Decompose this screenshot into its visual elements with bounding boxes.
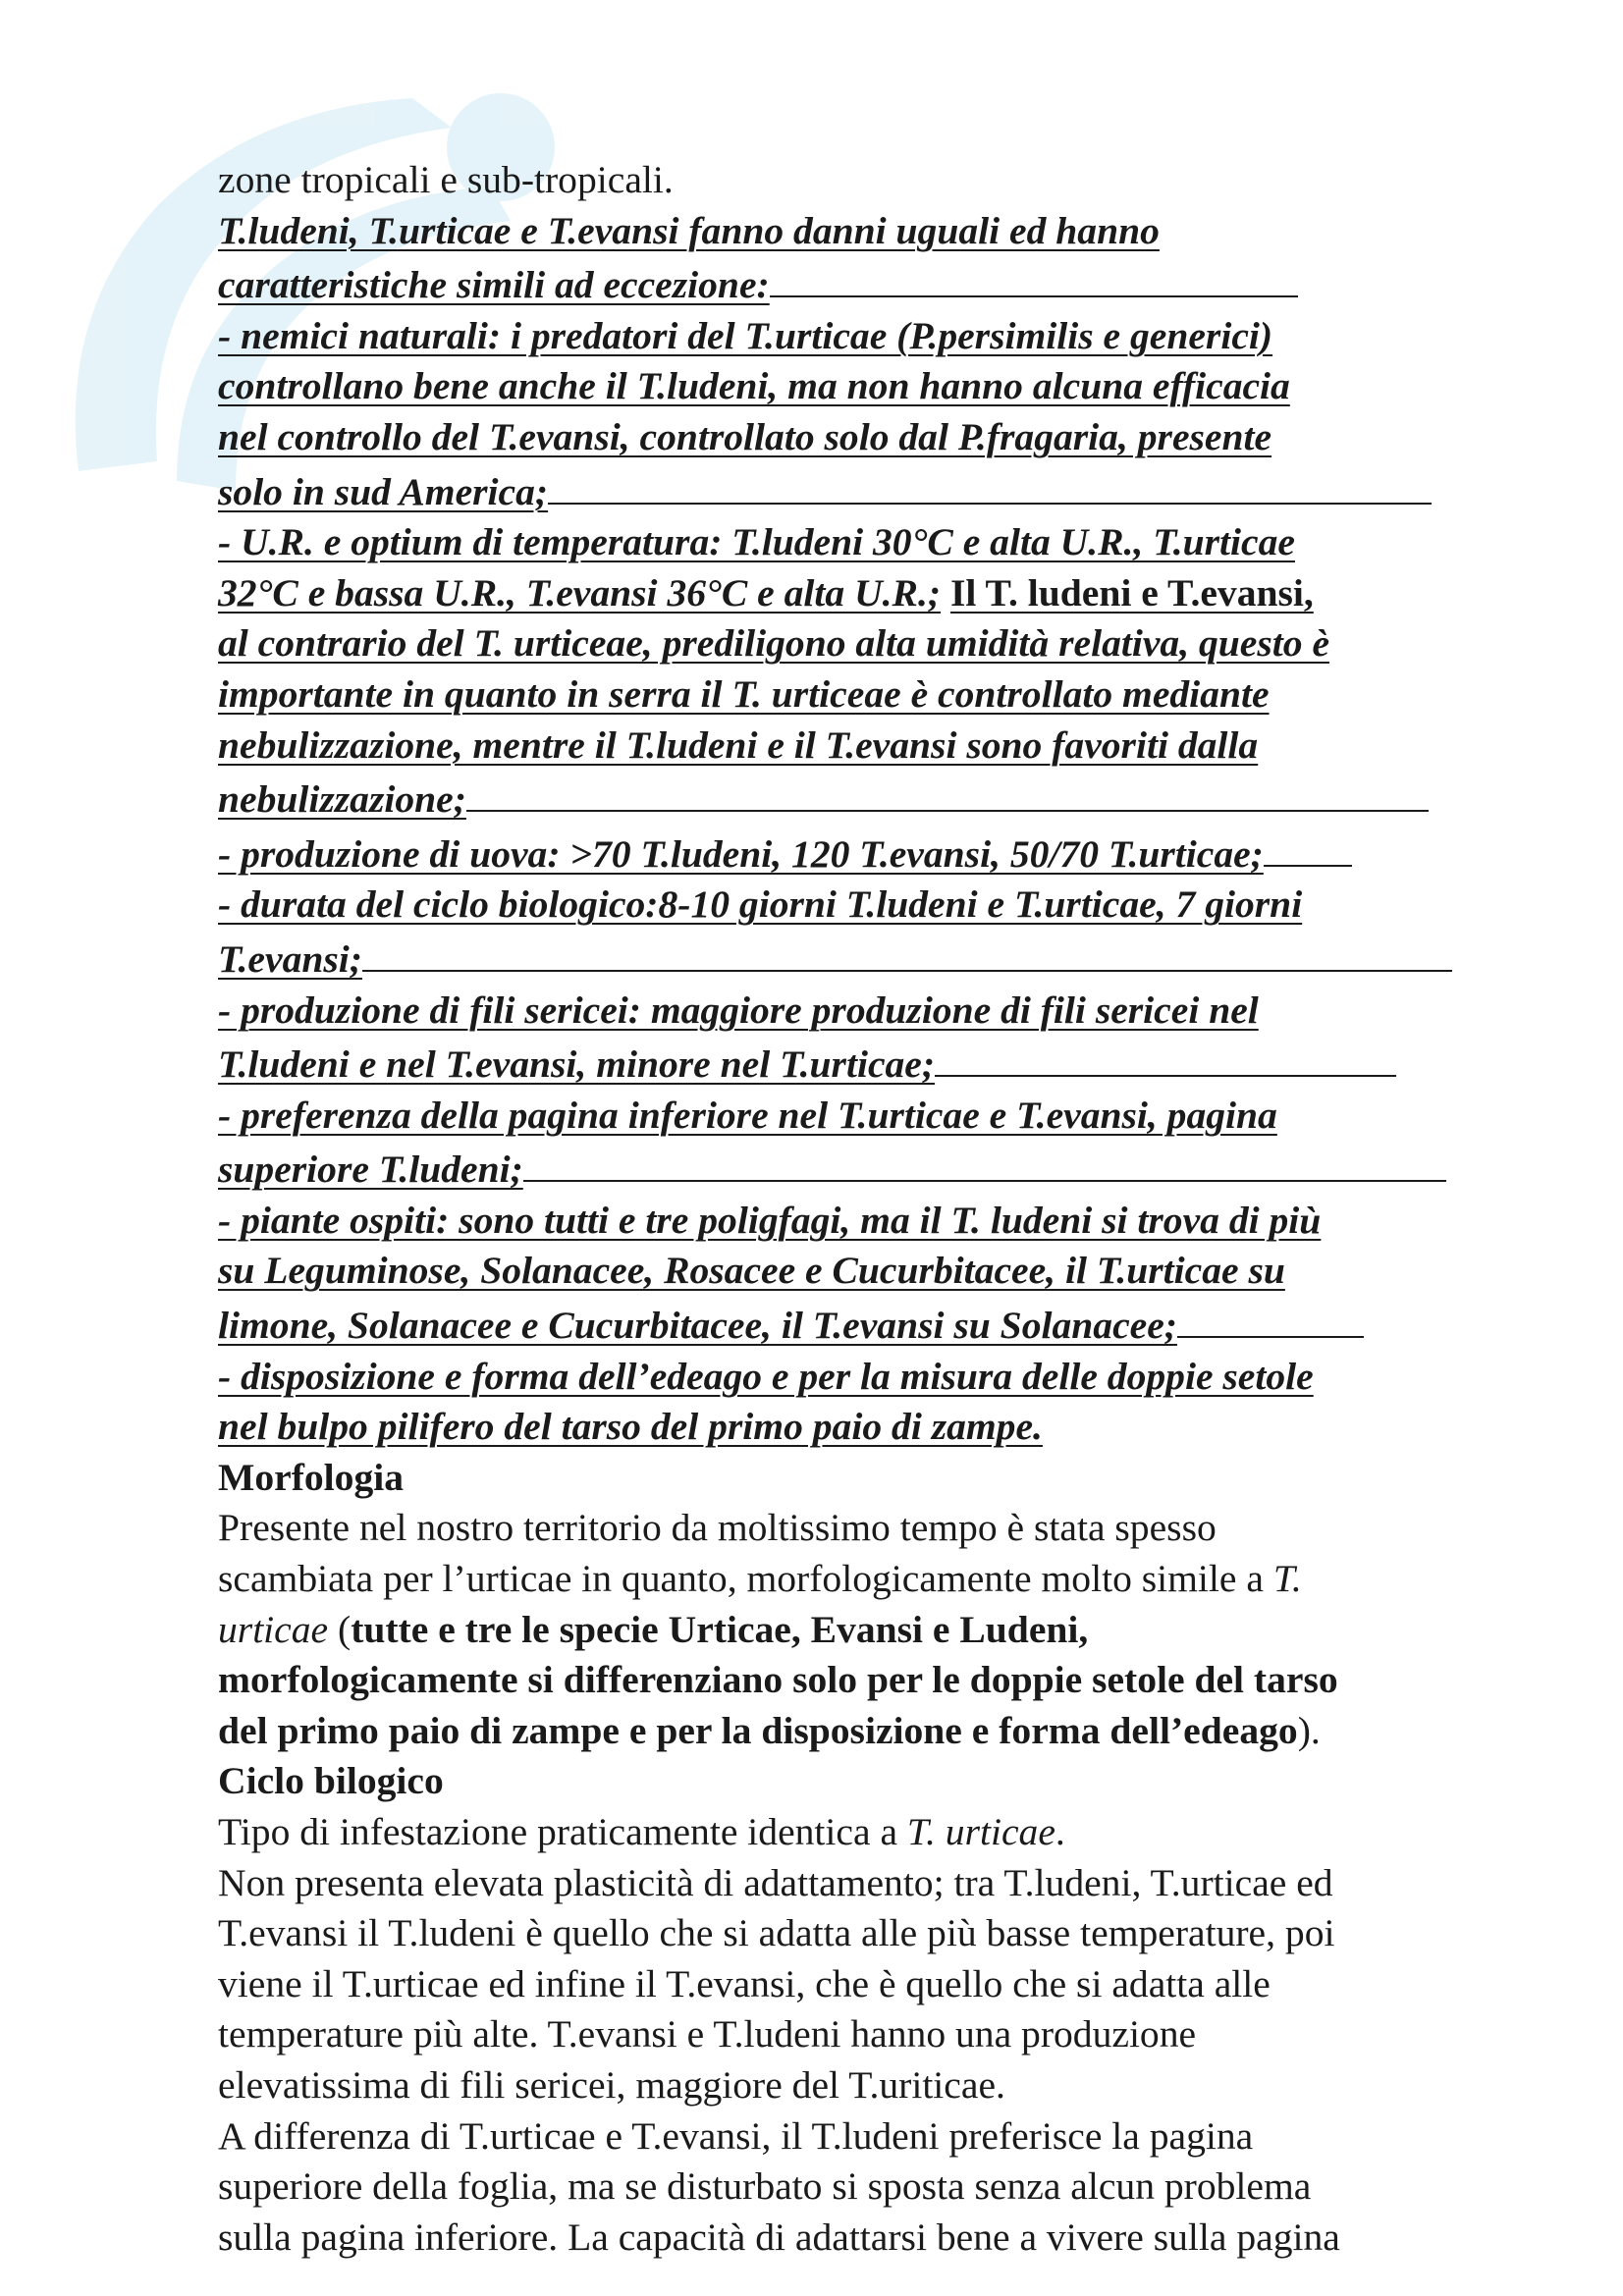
underlined-line-21: su Leguminose, Solanacee, Rosacee e Cucurbitacee, il T.urticae su — [218, 1249, 1285, 1293]
underlined-line-6: solo in sud America; — [218, 463, 1494, 518]
morfologia-heading: Morfologia — [218, 1455, 405, 1499]
ciclo-line-6: elevatissima di fili sericei, maggiore del T.uriticae. — [218, 2062, 1005, 2107]
ciclo-line-3: T.evansi il T.ludeni è quello che si adatta alle più basse temperature, poi — [218, 1911, 1335, 1955]
underlined-line-13: - produzione di uova: >70 T.ludeni, 120 T.evansi, 50/70 T.urticae; — [218, 826, 1494, 881]
morfologia-line-2: scambiata per l’urticae in quanto, morfologicamente molto simile a T. — [218, 1557, 1302, 1601]
underlined-line-10: importante in quanto in serra il T. urticeae è controllato mediante — [218, 671, 1270, 716]
underlined-line-8: 32°C e bassa U.R., T.evansi 36°C e alta U.R.; Il T. ludeni e T.evansi, — [218, 570, 1314, 614]
ciclo-line-5: temperature più alte. T.evansi e T.ludeni hanno una produzione — [218, 2012, 1197, 2056]
ciclo-line-1: Tipo di infestazione praticamente identica a T. urticae. — [218, 1810, 1065, 1853]
underlined-line-15: T.evansi; — [218, 931, 1494, 986]
underlined-line-3: - nemici naturali: i predatori del T.urticae (P.persimilis e generici) — [218, 313, 1273, 357]
underlined-line-2: caratteristiche simili ad eccezione: — [218, 256, 1494, 311]
underlined-line-22: limone, Solanacee e Cucurbitacee, il T.evansi su Solanacee; — [218, 1297, 1494, 1352]
underlined-line-14: - durata del ciclo biologico:8-10 giorni T.ludeni e T.urticae, 7 giorni — [218, 882, 1303, 927]
underlined-line-16: - produzione di fili sericei: maggiore produzione di fili sericei nel — [218, 988, 1259, 1032]
morfologia-line-4: morfologicamente si differenziano solo per le doppie setole del tarso — [218, 1658, 1338, 1702]
ciclo-heading: Ciclo bilogico — [218, 1759, 444, 1803]
ciclo-line-2: Non presenta elevata plasticità di adattamento; tra T.ludeni, T.urticae ed — [218, 1860, 1333, 1904]
underlined-line-11: nebulizzazione, mentre il T.ludeni e il T.evansi sono favoriti dalla — [218, 722, 1259, 767]
underlined-line-9: al contrario del T. urticeae, prediligono alta umidità relativa, questo è — [218, 621, 1330, 666]
underlined-line-20: - piante ospiti: sono tutti e tre poligfagi, ma il T. ludeni si trova di più — [218, 1198, 1322, 1242]
underlined-line-7: - U.R. e optium di temperatura: T.ludeni 30°C e alta U.R., T.urticae — [218, 520, 1295, 564]
document-page — [218, 155, 1494, 2263]
intro-line: zone tropicali e sub-tropicali. — [218, 158, 674, 201]
underlined-line-12: nebulizzazione; — [218, 771, 1494, 826]
ciclo-line-9: sulla pagina inferiore. La capacità di adattarsi bene a vivere sulla pagina — [218, 2215, 1340, 2259]
morfologia-line-5: del primo paio di zampe e per la disposizione e forma dell’edeago). — [218, 1708, 1321, 1752]
underlined-line-24: nel bulpo pilifero del tarso del primo paio di zampe. — [218, 1405, 1043, 1449]
morfologia-line-3: urticae (tutte e tre le specie Urticae, Evansi e Ludeni, — [218, 1607, 1089, 1651]
underlined-line-4: controllano bene anche il T.ludeni, ma non hanno alcuna efficacia — [218, 364, 1290, 408]
underlined-line-23: - disposizione e forma dell’edeago e per la misura delle doppie setole — [218, 1354, 1314, 1398]
ciclo-line-8: superiore della foglia, ma se disturbato si sposta senza alcun problema — [218, 2164, 1312, 2209]
underlined-line-5: nel controllo del T.evansi, controllato solo dal P.fragaria, presente — [218, 414, 1272, 458]
underlined-line-17: T.ludeni e nel T.evansi, minore nel T.urticae; — [218, 1036, 1494, 1091]
underlined-line-19: superiore T.ludeni; — [218, 1141, 1494, 1196]
morfologia-line-1: Presente nel nostro territorio da moltissimo tempo è stata spesso — [218, 1506, 1217, 1550]
ciclo-line-7: A differenza di T.urticae e T.evansi, il T.ludeni preferisce la pagina — [218, 2113, 1254, 2158]
ciclo-line-4: viene il T.urticae ed infine il T.evansi, che è quello che si adatta alle — [218, 1961, 1271, 2005]
underlined-line-1: T.ludeni, T.urticae e T.evansi fanno danni uguali ed hanno — [218, 208, 1160, 252]
underlined-line-18: - preferenza della pagina inferiore nel T.urticae e T.evansi, pagina — [218, 1093, 1277, 1137]
